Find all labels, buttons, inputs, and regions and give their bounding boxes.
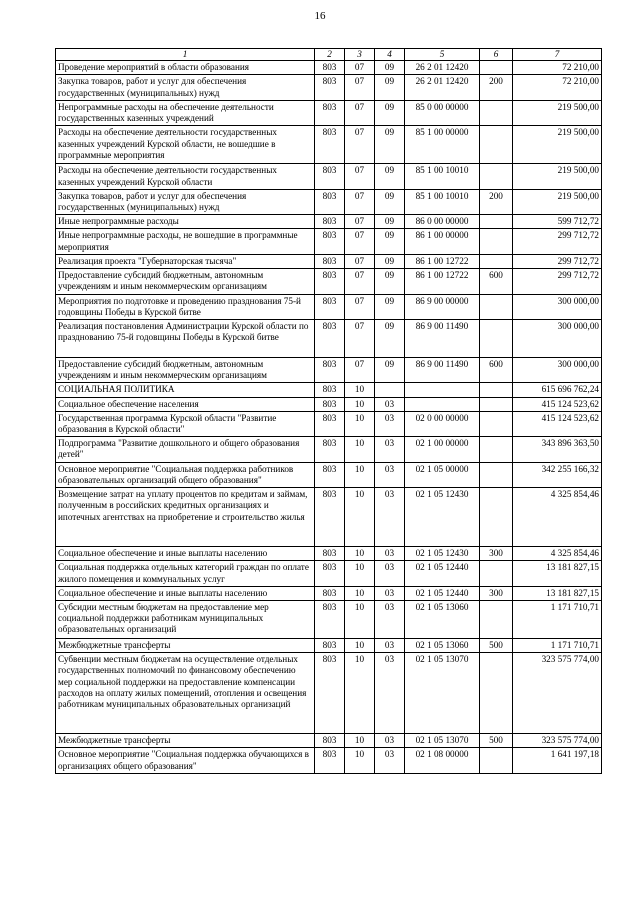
row-section-cell: 07 [345,229,375,254]
row-section-cell: 10 [345,397,375,411]
row-amount-cell: 219 500,00 [513,126,602,164]
row-target-item-cell: 86 1 00 12722 [405,254,480,268]
row-expense-type-cell [480,229,513,254]
row-subsection-cell: 09 [375,164,405,189]
table-row [56,488,602,547]
row-expense-type-cell: 600 [480,357,513,382]
row-section-cell: 07 [345,357,375,382]
row-expense-type-cell [480,437,513,462]
row-section-cell: 10 [345,748,375,773]
row-target-item-cell: 85 1 00 10010 [405,164,480,189]
row-name-cell: Субсидии местным бюджетам на предоставление мер социальной поддержки работникам муниципальных образовательных организаций [56,601,315,639]
row-name-cell: Социальная поддержка отдельных категорий граждан по оплате жилого помещения и коммунальных услуг [56,561,315,586]
row-amount-cell: 219 500,00 [513,100,602,125]
row-admin-code-cell: 803 [315,488,345,547]
row-subsection-cell: 03 [375,411,405,436]
row-amount-cell: 219 500,00 [513,189,602,214]
row-name-cell: Социальное обеспечение и иные выплаты населению [56,586,315,600]
row-expense-type-cell: 600 [480,269,513,294]
column-header: 5 [405,49,480,61]
row-subsection-cell: 09 [375,61,405,75]
row-amount-cell: 299 712,72 [513,269,602,294]
row-section-cell: 10 [345,601,375,639]
row-name-cell: Государственная программа Курской области "Развитие образования в Курской области" [56,411,315,436]
table-row [56,229,602,254]
row-section-cell: 07 [345,189,375,214]
row-target-item-cell [405,397,480,411]
table-row [56,383,602,397]
row-admin-code-cell: 803 [315,734,345,748]
row-section-cell: 07 [345,61,375,75]
row-section-cell: 10 [345,734,375,748]
row-subsection-cell: 09 [375,357,405,382]
row-admin-code-cell: 803 [315,411,345,436]
row-expense-type-cell [480,254,513,268]
row-section-cell: 10 [345,437,375,462]
row-amount-cell: 300 000,00 [513,357,602,382]
row-expense-type-cell [480,748,513,773]
row-admin-code-cell: 803 [315,126,345,164]
row-name-cell: Непрограммные расходы на обеспечение деятельности государственных казенных учреждений [56,100,315,125]
row-admin-code-cell: 803 [315,748,345,773]
table-row [56,215,602,229]
row-subsection-cell: 09 [375,100,405,125]
table-row [56,100,602,125]
row-name-cell: Социальное обеспечение и иные выплаты населению [56,547,315,561]
row-name-cell: Иные непрограммные расходы [56,215,315,229]
table-row [56,547,602,561]
row-expense-type-cell [480,462,513,487]
row-admin-code-cell: 803 [315,319,345,357]
row-name-cell: Предоставление субсидий бюджетным, автономным учреждениям и иным некоммерческим организациям [56,269,315,294]
row-name-cell: Расходы на обеспечение деятельности государственных казенных учреждений Курской области [56,164,315,189]
row-expense-type-cell: 300 [480,586,513,600]
row-subsection-cell: 03 [375,639,405,653]
row-subsection-cell: 03 [375,734,405,748]
table-row [56,586,602,600]
table-row [56,254,602,268]
row-subsection-cell: 09 [375,215,405,229]
table-row [56,189,602,214]
row-expense-type-cell: 500 [480,639,513,653]
row-section-cell: 07 [345,254,375,268]
row-expense-type-cell [480,383,513,397]
row-admin-code-cell: 803 [315,397,345,411]
row-section-cell: 07 [345,294,375,319]
row-section-cell: 07 [345,215,375,229]
row-section-cell: 07 [345,100,375,125]
row-subsection-cell: 09 [375,229,405,254]
row-amount-cell: 299 712,72 [513,254,602,268]
table-row [56,126,602,164]
row-name-cell: Основное мероприятие "Социальная поддержка работников образовательных организаций общего образования" [56,462,315,487]
row-target-item-cell: 02 1 05 12430 [405,547,480,561]
budget-table [55,48,602,774]
row-admin-code-cell: 803 [315,586,345,600]
row-admin-code-cell: 803 [315,294,345,319]
table-row [56,653,602,734]
row-target-item-cell: 86 9 00 11490 [405,319,480,357]
row-subsection-cell: 03 [375,462,405,487]
row-admin-code-cell: 803 [315,653,345,734]
row-target-item-cell: 85 1 00 00000 [405,126,480,164]
row-target-item-cell: 26 2 01 12420 [405,75,480,100]
row-amount-cell: 599 712,72 [513,215,602,229]
row-section-cell: 10 [345,653,375,734]
row-section-cell: 07 [345,319,375,357]
row-amount-cell: 343 896 363,50 [513,437,602,462]
row-subsection-cell: 09 [375,319,405,357]
row-name-cell: Закупка товаров, работ и услуг для обеспечения государственных (муниципальных) нужд [56,189,315,214]
row-target-item-cell: 02 1 00 00000 [405,437,480,462]
row-name-cell: Реализация проекта "Губернаторская тысяча" [56,254,315,268]
row-target-item-cell: 85 1 00 10010 [405,189,480,214]
table-row [56,437,602,462]
page-number: 16 [314,10,326,22]
row-expense-type-cell [480,488,513,547]
row-amount-cell: 342 255 166,32 [513,462,602,487]
row-amount-cell: 13 181 827,15 [513,561,602,586]
row-name-cell: Мероприятия по подготовке и проведению празднования 75-й годовщины Победы в Курской битве [56,294,315,319]
row-amount-cell: 1 171 710,71 [513,639,602,653]
row-amount-cell: 1 171 710,71 [513,601,602,639]
row-target-item-cell: 86 9 00 11490 [405,357,480,382]
row-target-item-cell: 02 1 05 13060 [405,639,480,653]
row-target-item-cell: 02 1 08 00000 [405,748,480,773]
row-subsection-cell: 03 [375,561,405,586]
row-section-cell: 10 [345,411,375,436]
row-admin-code-cell: 803 [315,61,345,75]
row-expense-type-cell [480,164,513,189]
row-amount-cell: 4 325 854,46 [513,547,602,561]
row-section-cell: 10 [345,383,375,397]
table-row [56,75,602,100]
row-target-item-cell: 85 0 00 00000 [405,100,480,125]
row-target-item-cell: 02 0 00 00000 [405,411,480,436]
row-amount-cell: 300 000,00 [513,294,602,319]
row-section-cell: 10 [345,561,375,586]
table-row [56,397,602,411]
row-target-item-cell [405,383,480,397]
row-expense-type-cell [480,61,513,75]
row-amount-cell: 615 696 762,24 [513,383,602,397]
row-name-cell: Проведение мероприятий в области образования [56,61,315,75]
row-expense-type-cell [480,215,513,229]
row-admin-code-cell: 803 [315,75,345,100]
row-target-item-cell: 02 1 05 12440 [405,586,480,600]
row-admin-code-cell: 803 [315,383,345,397]
column-header: 3 [345,49,375,61]
row-amount-cell: 4 325 854,46 [513,488,602,547]
row-subsection-cell: 03 [375,547,405,561]
column-header: 4 [375,49,405,61]
row-expense-type-cell: 200 [480,189,513,214]
row-name-cell: Расходы на обеспечение деятельности государственных казенных учреждений Курской области, не вошедшие в программные мероприятия [56,126,315,164]
table-row [56,748,602,773]
row-target-item-cell: 02 1 05 12430 [405,488,480,547]
row-amount-cell: 323 575 774,00 [513,734,602,748]
row-expense-type-cell: 200 [480,75,513,100]
column-header: 6 [480,49,513,61]
row-admin-code-cell: 803 [315,164,345,189]
row-admin-code-cell: 803 [315,639,345,653]
row-amount-cell: 72 210,00 [513,61,602,75]
row-amount-cell: 300 000,00 [513,319,602,357]
row-admin-code-cell: 803 [315,462,345,487]
row-section-cell: 10 [345,462,375,487]
row-name-cell: Межбюджетные трансферты [56,639,315,653]
row-target-item-cell: 26 2 01 12420 [405,61,480,75]
row-admin-code-cell: 803 [315,254,345,268]
row-admin-code-cell: 803 [315,561,345,586]
row-subsection-cell: 09 [375,269,405,294]
row-section-cell: 10 [345,586,375,600]
row-target-item-cell: 02 1 05 13060 [405,601,480,639]
row-subsection-cell: 03 [375,601,405,639]
row-expense-type-cell [480,397,513,411]
row-amount-cell: 415 124 523,62 [513,411,602,436]
row-target-item-cell: 02 1 05 13070 [405,734,480,748]
row-admin-code-cell: 803 [315,547,345,561]
row-subsection-cell: 09 [375,254,405,268]
row-expense-type-cell [480,319,513,357]
row-amount-cell: 13 181 827,15 [513,586,602,600]
row-admin-code-cell: 803 [315,229,345,254]
row-subsection-cell: 03 [375,437,405,462]
row-section-cell: 07 [345,126,375,164]
column-header: 7 [513,49,602,61]
row-name-cell: Межбюджетные трансферты [56,734,315,748]
row-section-cell: 10 [345,639,375,653]
row-admin-code-cell: 803 [315,269,345,294]
row-name-cell: Предоставление субсидий бюджетным, автономным учреждениям и иным некоммерческим организациям [56,357,315,382]
table-row [56,561,602,586]
row-target-item-cell: 86 1 00 12722 [405,269,480,294]
row-amount-cell: 72 210,00 [513,75,602,100]
row-subsection-cell: 03 [375,748,405,773]
row-name-cell: СОЦИАЛЬНАЯ ПОЛИТИКА [56,383,315,397]
row-target-item-cell: 02 1 05 00000 [405,462,480,487]
row-subsection-cell: 03 [375,653,405,734]
row-target-item-cell: 02 1 05 13070 [405,653,480,734]
row-name-cell: Закупка товаров, работ и услуг для обеспечения государственных (муниципальных) нужд [56,75,315,100]
row-subsection-cell: 09 [375,294,405,319]
row-amount-cell: 323 575 774,00 [513,653,602,734]
table-row [56,164,602,189]
row-expense-type-cell: 500 [480,734,513,748]
row-name-cell: Иные непрограммные расходы, не вошедшие в программные мероприятия [56,229,315,254]
row-subsection-cell: 03 [375,488,405,547]
row-expense-type-cell [480,294,513,319]
column-header: 1 [56,49,315,61]
row-target-item-cell: 86 0 00 00000 [405,215,480,229]
row-target-item-cell: 86 1 00 00000 [405,229,480,254]
column-header: 2 [315,49,345,61]
row-target-item-cell: 02 1 05 12440 [405,561,480,586]
row-name-cell: Возмещение затрат на уплату процентов по кредитам и займам, полученным в российских кредитных организациях и ипотечных агентствах на приобретение и строительство жилья [56,488,315,547]
row-subsection-cell [375,383,405,397]
table-row [56,462,602,487]
row-subsection-cell: 09 [375,75,405,100]
row-amount-cell: 1 641 197,18 [513,748,602,773]
table-header-row [56,49,602,61]
row-target-item-cell: 86 9 00 00000 [405,294,480,319]
row-name-cell: Субвенции местным бюджетам на осуществление отдельных государственных полномочий по финансовому обеспечению мер социальной поддержки на предоставление компенсации расходов на оплату жилых помещений, отопления и освещения работникам муниципальных образовательных организаций [56,653,315,734]
row-amount-cell: 219 500,00 [513,164,602,189]
row-expense-type-cell [480,601,513,639]
table-row [56,319,602,357]
table-row [56,411,602,436]
row-subsection-cell: 03 [375,397,405,411]
row-subsection-cell: 09 [375,189,405,214]
table-row [56,294,602,319]
row-amount-cell: 299 712,72 [513,229,602,254]
row-subsection-cell: 09 [375,126,405,164]
row-amount-cell: 415 124 523,62 [513,397,602,411]
table-row [56,639,602,653]
row-admin-code-cell: 803 [315,437,345,462]
row-expense-type-cell: 300 [480,547,513,561]
row-name-cell: Реализация постановления Администрации Курской области по празднованию 75-й годовщины Победы в Курской битве [56,319,315,357]
table-row [56,357,602,382]
table-row [56,269,602,294]
row-section-cell: 07 [345,164,375,189]
row-subsection-cell: 03 [375,586,405,600]
row-section-cell: 07 [345,269,375,294]
row-admin-code-cell: 803 [315,100,345,125]
table-row [56,734,602,748]
row-expense-type-cell [480,126,513,164]
table-row [56,601,602,639]
table-row [56,61,602,75]
row-expense-type-cell [480,411,513,436]
row-admin-code-cell: 803 [315,215,345,229]
row-section-cell: 10 [345,547,375,561]
row-admin-code-cell: 803 [315,189,345,214]
row-name-cell: Основное мероприятие "Социальная поддержка обучающихся в организациях общего образования" [56,748,315,773]
row-admin-code-cell: 803 [315,357,345,382]
row-expense-type-cell [480,100,513,125]
row-section-cell: 10 [345,488,375,547]
row-expense-type-cell [480,561,513,586]
row-name-cell: Подпрограмма "Развитие дошкольного и общего образования детей" [56,437,315,462]
row-name-cell: Социальное обеспечение населения [56,397,315,411]
row-expense-type-cell [480,653,513,734]
row-section-cell: 07 [345,75,375,100]
row-admin-code-cell: 803 [315,601,345,639]
